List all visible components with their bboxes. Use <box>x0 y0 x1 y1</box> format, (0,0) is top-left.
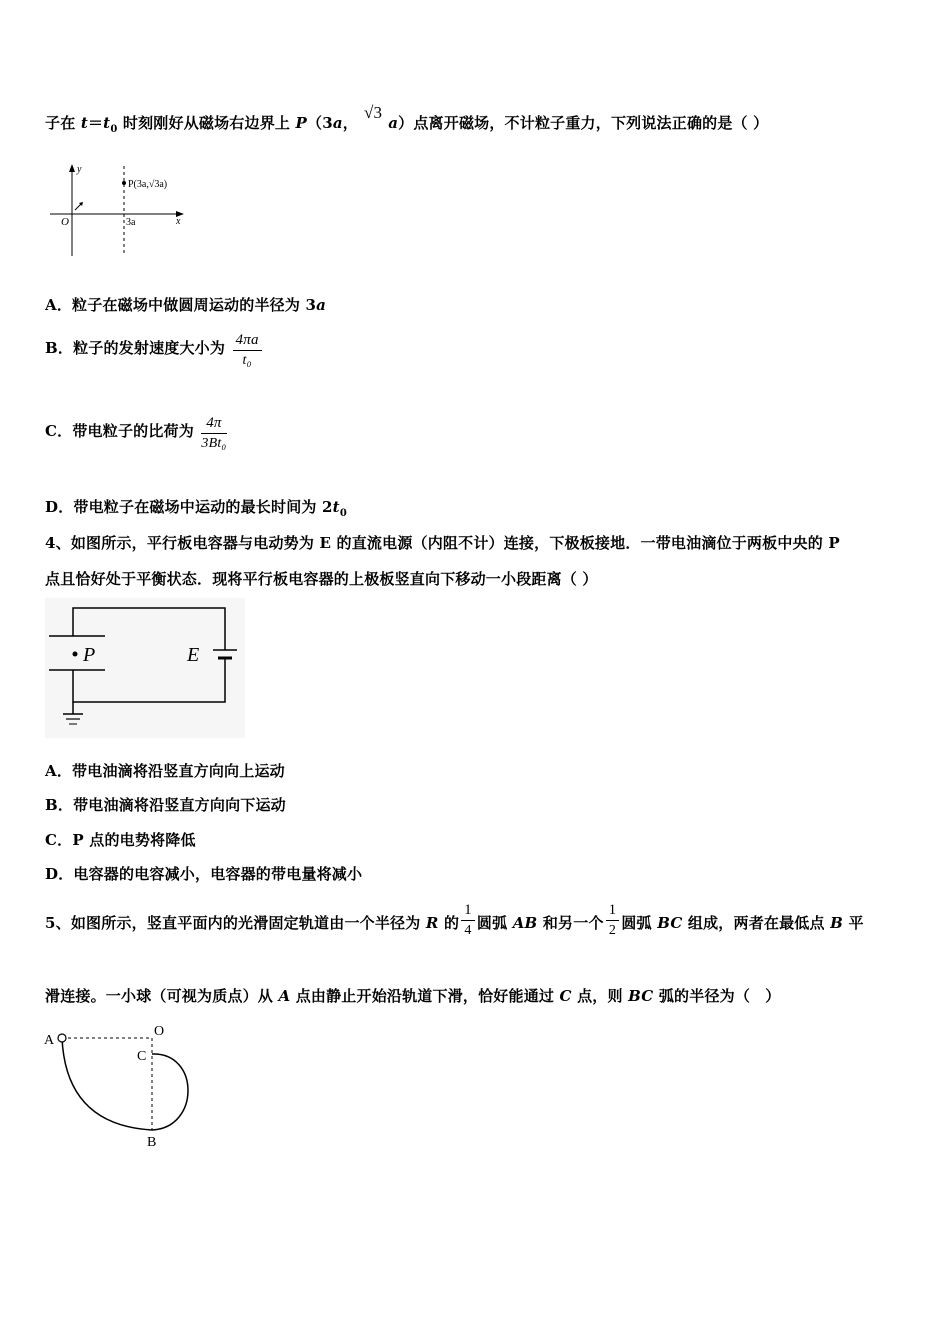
q3-option-c-den: 3Bt₀ <box>201 436 227 451</box>
q3-option-a <box>45 294 326 315</box>
q4-stem-line-1 <box>45 532 840 553</box>
q5-fig-c-label: C <box>137 1049 147 1064</box>
q3-stem-text: 子在 <box>45 114 81 132</box>
q3-fig-origin-label: O <box>61 216 69 228</box>
q3-fig-y-label: y <box>77 164 82 175</box>
q3-option-b-fraction <box>233 330 262 371</box>
q3-option-d <box>45 496 347 519</box>
q4-stem-text-2: 点且恰好处于平衡状态．现将平行板电容器的上极板竖直向下移动一小段距离（ ） <box>45 570 598 588</box>
q3-option-c-num: 4π <box>201 413 226 434</box>
q3-option-a-var: a <box>316 296 327 314</box>
q3-stem <box>45 103 769 135</box>
q3-option-a-text: A．粒子在磁场中做圆周运动的半径为 3 <box>45 296 317 314</box>
q5-track-figure <box>40 1020 215 1150</box>
q4-fig-p-label: P <box>83 644 96 666</box>
q3-option-c-fraction <box>201 413 226 454</box>
q3-option-d-sub: 0 <box>339 508 347 519</box>
q5-stem-text-2: 的 <box>438 913 460 932</box>
q5-stem-text-7: 平 <box>843 913 864 932</box>
q3-option-b-text: B．粒子的发射速度大小为 <box>45 338 226 357</box>
q3-stem-text-2: 时刻刚好从磁场右边界上 <box>117 114 296 132</box>
q5-var-B: B <box>830 913 844 932</box>
q4-fig-e-label: E <box>187 644 200 666</box>
q5-frac1-den: 4 <box>464 923 472 938</box>
q5-stem-text-4: 和另一个 <box>537 913 604 932</box>
q5-stem2-text-2: 点由静止开始沿轨道下滑，恰好能通过 <box>290 987 560 1005</box>
q3-var-t: t <box>80 114 88 132</box>
q3-fig-tick-label: 3a <box>126 217 136 228</box>
q3-eq: ＝ <box>87 114 104 132</box>
q5-fig-b-label: B <box>147 1135 157 1150</box>
q3-option-d-var: t <box>332 498 340 516</box>
q4-option-d-text: D．电容器的电容减小，电容器的带电量将减小 <box>45 865 363 883</box>
q5-stem-line-1 <box>45 900 864 941</box>
q5-stem2-var-C: C <box>559 987 572 1005</box>
q5-stem2-var-BC: BC <box>628 987 654 1005</box>
q3-sub-0: 0 <box>110 124 118 135</box>
q5-frac2-num: 1 <box>606 900 620 921</box>
q3-comma: ， <box>342 114 358 132</box>
q3-stem-text-4: ）点离开磁场，不计粒子重力，下列说法正确的是（ ） <box>398 114 769 132</box>
q5-frac1-num: 1 <box>461 900 475 921</box>
q5-fig-o-label: O <box>154 1024 165 1039</box>
q4-option-a-text: A．带电油滴将沿竖直方向向上运动 <box>45 762 285 780</box>
q4-option-c-text: C．P 点的电势将降低 <box>45 831 196 849</box>
q5-stem2-var-A: A <box>278 987 291 1005</box>
q3-option-b <box>45 330 264 371</box>
q5-stem-text-6: 组成，两者在最低点 <box>682 913 831 932</box>
q5-frac2-den: 2 <box>608 923 617 938</box>
q3-fig-x-label: x <box>176 216 181 227</box>
q3-option-b-den: t₀ <box>242 353 252 368</box>
q5-var-BC: BC <box>657 913 683 932</box>
q5-fraction-quarter <box>461 900 475 941</box>
q3-option-b-num: 4πa <box>233 330 262 351</box>
q3-option-c-text: C．带电粒子的比荷为 <box>45 421 194 440</box>
q3-var-a: a <box>332 114 343 132</box>
q5-fraction-half <box>606 900 620 941</box>
q5-fig-a-label: A <box>44 1033 55 1048</box>
q3-fig-point-label: P(3a,√3a) <box>128 179 168 190</box>
q3-var-a2: a <box>388 114 399 132</box>
q5-stem-text-3: 圆弧 <box>476 913 513 932</box>
q4-option-c <box>45 829 196 850</box>
q4-stem-line-2 <box>45 568 598 589</box>
q3-stem-text-3: （3 <box>307 114 333 132</box>
q4-option-b-text: B．带电油滴将沿竖直方向向下运动 <box>45 796 286 814</box>
q5-var-R: R <box>425 913 439 932</box>
q5-stem-line-2 <box>45 985 780 1006</box>
q4-option-a <box>45 760 285 781</box>
q4-option-b <box>45 794 286 815</box>
q5-stem-text-1: 5、如图所示，竖直平面内的光滑固定轨道由一个半径为 <box>45 913 426 932</box>
q5-var-AB: AB <box>512 913 538 932</box>
q3-var-P: P <box>295 114 308 132</box>
q3-option-d-text: D．带电粒子在磁场中运动的最长时间为 2 <box>45 498 333 516</box>
q3-var-t0: t <box>103 114 111 132</box>
q3-coordinate-figure <box>45 160 195 260</box>
q3-sqrt3: √3 <box>363 103 383 122</box>
q4-stem-text-1: 4、如图所示，平行板电容器与电动势为 E 的直流电源（内阻不计）连接，下极板接地．一带电油滴位于两板中央的 P <box>45 534 840 552</box>
q5-stem2-text-4: 弧的半径为（ ） <box>653 987 781 1005</box>
q3-option-c <box>45 413 229 454</box>
q5-stem-text-5: 圆弧 <box>621 913 658 932</box>
q5-stem2-text-3: 点，则 <box>571 987 629 1005</box>
q4-circuit-figure <box>45 598 245 738</box>
q5-stem2-text-1: 滑连接。一小球（可视为质点）从 <box>45 987 279 1005</box>
q4-option-d <box>45 863 362 884</box>
